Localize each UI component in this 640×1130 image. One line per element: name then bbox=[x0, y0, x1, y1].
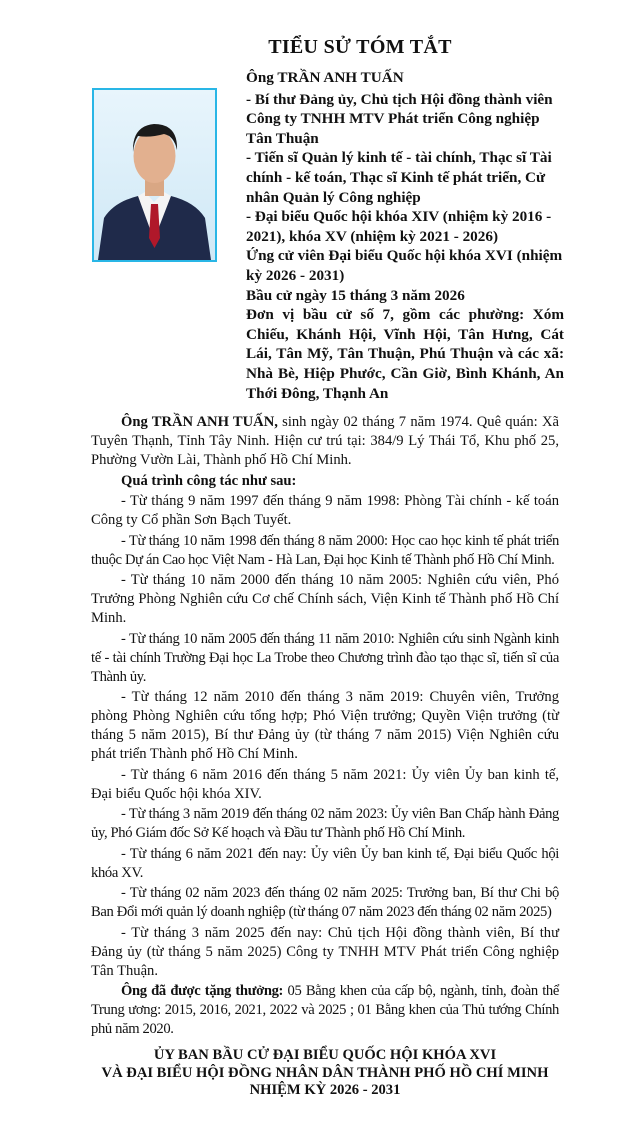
biography bbox=[91, 413, 559, 1039]
bio-intro bbox=[91, 413, 559, 470]
document-title: TIỂU SỬ TÓM TẮT bbox=[268, 36, 452, 58]
career-heading bbox=[91, 472, 559, 491]
career-item: - Từ tháng 3 năm 2019 đến tháng 02 năm 2023: Ủy viên Ban Chấp hành Đảng ủy, Phó Giám đốc Sở Kế hoạch và Đầu tư Thành phố Hồ Chí Minh. bbox=[91, 806, 559, 842]
portrait-photo bbox=[92, 88, 217, 262]
summary-line: - Đại biểu Quốc hội khóa XIV (nhiệm kỳ 2016 - 2021), khóa XV (nhiệm kỳ 2021 - 2026) bbox=[246, 208, 552, 245]
career-item: - Từ tháng 3 năm 2025 đến nay: Chủ tịch Hội đồng thành viên, Bí thư Đảng ủy (từ tháng 5 năm 2025) Công ty TNHH MTV Phát triển Công nghiệp Tân Thuận. bbox=[91, 924, 559, 979]
issuer-block bbox=[91, 1047, 559, 1100]
career-item: - Từ tháng 02 năm 2023 đến tháng 02 năm 2025: Trưởng ban, Bí thư Chi bộ Ban Đổi mới quản lý doanh nghiệp (từ tháng 07 năm 2023 đến tháng 02 năm 2025) bbox=[91, 885, 559, 921]
career-item: - Từ tháng 10 năm 1998 đến tháng 8 năm 2000: Học cao học kinh tế phát triển thuộc Dự án Cao học Việt Nam - Hà Lan, Đại học Kinh tế Thành phố Hồ Chí Minh. bbox=[91, 532, 559, 568]
career-item: - Từ tháng 6 năm 2021 đến nay: Ủy viên Ủy ban kinh tế, Đại biểu Quốc hội khóa XV. bbox=[91, 845, 559, 881]
bio-name: Ông TRẦN ANH TUẤN, bbox=[121, 414, 278, 431]
career-item: - Từ tháng 12 năm 2010 đến tháng 3 năm 2019: Chuyên viên, Trưởng phòng Phòng Nghiên cứu tổng hợp; Phó Viện trưởng; Quyền Viện trưởng (từ tháng 5 năm 2015), Bí thư Đảng ủy (từ tháng 7 năm 2015) Viện Nghiên cứu phát triển Thành phố Hồ Chí Minh. bbox=[91, 689, 559, 763]
awards-label: Ông đã được tặng thưởng: bbox=[121, 983, 284, 1000]
awards bbox=[91, 982, 559, 1039]
issuer-line: NHIỆM KỲ 2026 - 2031 bbox=[249, 1082, 401, 1099]
candidate-name: Ông TRẦN ANH TUẤN bbox=[246, 69, 404, 86]
bio-intro-text: sinh ngày 02 tháng 7 năm 1974. Quê quán: Xã Tuyên Thạnh, Tỉnh Tây Ninh. Hiện cư trú tại: 384/9 Lý Thái Tổ, Khu phố 25, Phường Vườn Lài, Thành phố Hồ Chí Minh. bbox=[91, 414, 559, 469]
summary-line: Đơn vị bầu cử số 7, gồm các phường: Xóm Chiếu, Khánh Hội, Vĩnh Hội, Tân Hưng, Cát Lái, Tân Mỹ, Tân Thuận, Phú Thuận và các xã: Nhà Bè, Hiệp Phước, Cần Giờ, Bình Khánh, An Thới Đông, Thạnh An bbox=[246, 306, 564, 402]
issuer-line: VÀ ĐẠI BIỂU HỘI ĐỒNG NHÂN DÂN THÀNH PHỐ HỒ CHÍ MINH bbox=[101, 1064, 549, 1081]
summary-block bbox=[246, 68, 564, 403]
issuer-line: ỦY BAN BẦU CỬ ĐẠI BIỂU QUỐC HỘI KHÓA XVI bbox=[153, 1047, 497, 1064]
career-item: - Từ tháng 9 năm 1997 đến tháng 9 năm 1998: Phòng Tài chính - kế toán Công ty Cổ phần Sơn Bạch Tuyết. bbox=[91, 493, 559, 529]
career-item: - Từ tháng 10 năm 2005 đến tháng 11 năm 2010: Nghiên cứu sinh Ngành kinh tế - tài chính Trường Đại học La Trobe theo Chương trình đào tạo thạc sĩ, tiến sĩ của Thành ủy. bbox=[91, 630, 559, 685]
career-item: - Từ tháng 6 năm 2016 đến tháng 5 năm 2021: Ủy viên Ủy ban kinh tế, Đại biểu Quốc hội khóa XIV. bbox=[91, 766, 559, 802]
awards-text: 05 Bằng khen của cấp bộ, ngành, tỉnh, đoàn thể Trung ương: 2015, 2016, 2021, 2022 và 2025 ; 01 Bằng khen của Thủ tướng Chính phủ năm 2020. bbox=[91, 983, 559, 1038]
portrait-image bbox=[94, 90, 215, 260]
summary-line: - Bí thư Đảng ủy, Chủ tịch Hội đồng thành viên Công ty TNHH MTV Phát triển Công nghiệp Tân Thuận bbox=[246, 90, 553, 147]
summary-line: Ứng cử viên Đại biểu Quốc hội khóa XVI (nhiệm kỳ 2026 - 2031) bbox=[246, 247, 563, 284]
career-item: - Từ tháng 10 năm 2000 đến tháng 10 năm 2005: Nghiên cứu viên, Phó Trưởng Phòng Nghiên cứu Cơ chế Chính sách, Viện Kinh tế Thành phố Hồ Chí Minh. bbox=[91, 572, 559, 627]
header-section bbox=[0, 68, 640, 403]
summary-line: - Tiến sĩ Quản lý kinh tế - tài chính, Thạc sĩ Tài chính - kế toán, Thạc sĩ Kinh tế phát triển, Cử nhân Quản lý Công nghiệp bbox=[246, 149, 552, 206]
summary-line: Bầu cử ngày 15 tháng 3 năm 2026 bbox=[246, 286, 465, 304]
career-heading-text: Quá trình công tác như sau: bbox=[121, 472, 297, 489]
